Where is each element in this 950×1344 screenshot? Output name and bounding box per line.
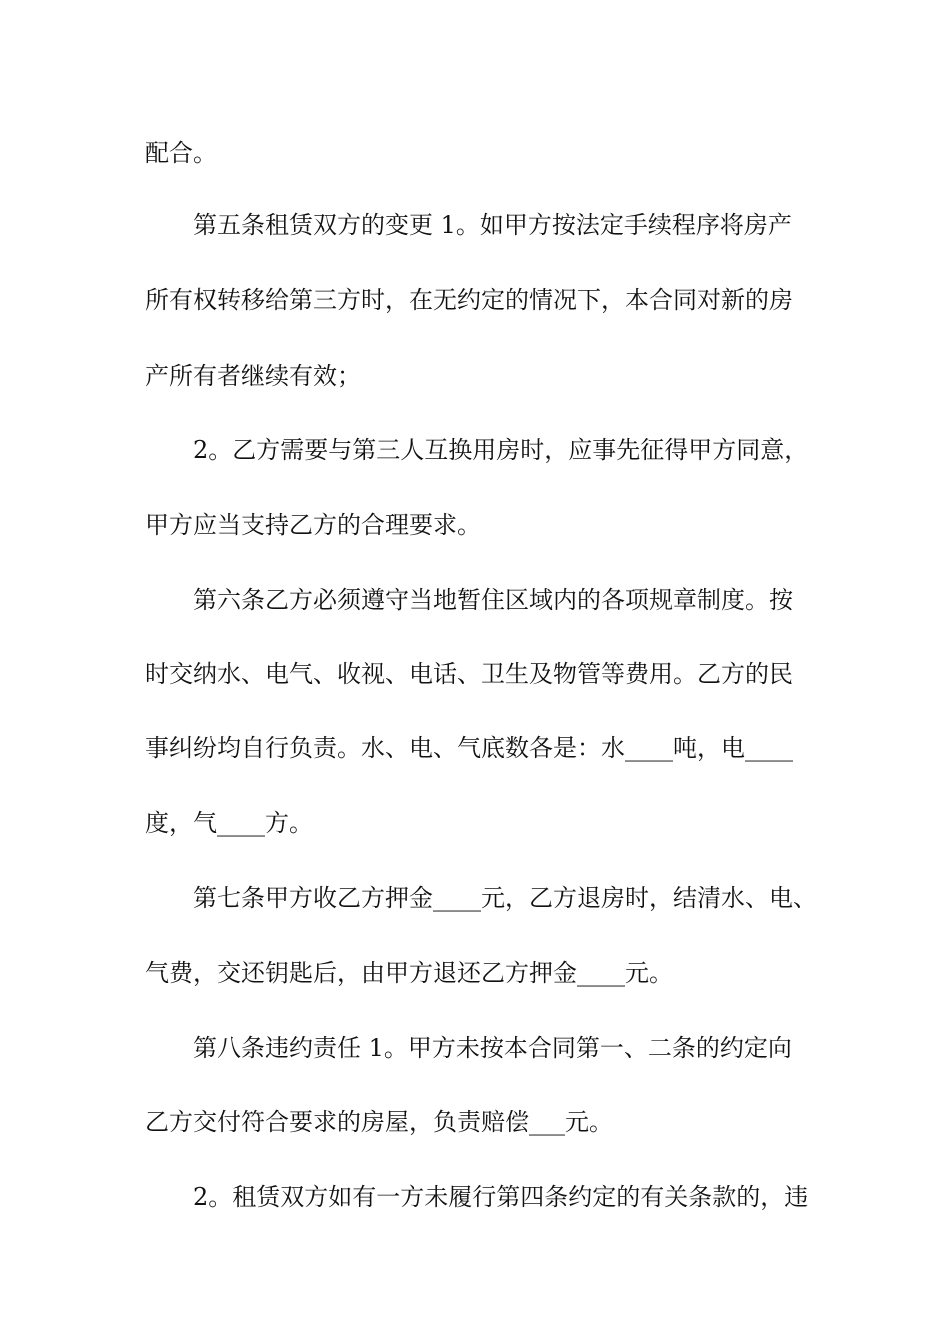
text-line: 第五条租赁双方的变更 1。如甲方按法定手续程序将房产 <box>193 211 792 239</box>
text-line: 所有权转移给第三方时，在无约定的情况下，本合同对新的房 <box>145 286 793 314</box>
text-line: 第八条违约责任 1。甲方未按本合同第一、二条的约定向 <box>193 1034 792 1062</box>
text-line: 2。乙方需要与第三人互换用房时，应事先征得甲方同意， <box>193 436 809 464</box>
text-line: 事纠纷均自行负责。水、电、气底数各是：水____吨，电____ <box>145 734 793 762</box>
text-line: 乙方交付符合要求的房屋，负责赔偿___元。 <box>145 1108 613 1136</box>
text-line: 2。租赁双方如有一方未履行第四条约定的有关条款的，违 <box>193 1183 809 1211</box>
text-line: 时交纳水、电气、收视、电话、卫生及物管等费用。乙方的民 <box>145 660 793 688</box>
text-line: 第七条甲方收乙方押金____元，乙方退房时，结清水、电、 <box>193 884 817 912</box>
text-line: 配合。 <box>145 139 217 167</box>
text-line: 度，气____方。 <box>145 809 313 837</box>
text-line: 第六条乙方必须遵守当地暂住区域内的各项规章制度。按 <box>193 586 793 614</box>
text-line: 甲方应当支持乙方的合理要求。 <box>145 511 481 539</box>
text-line: 气费，交还钥匙后，由甲方退还乙方押金____元。 <box>145 959 673 987</box>
text-line: 产所有者继续有效； <box>145 362 361 390</box>
